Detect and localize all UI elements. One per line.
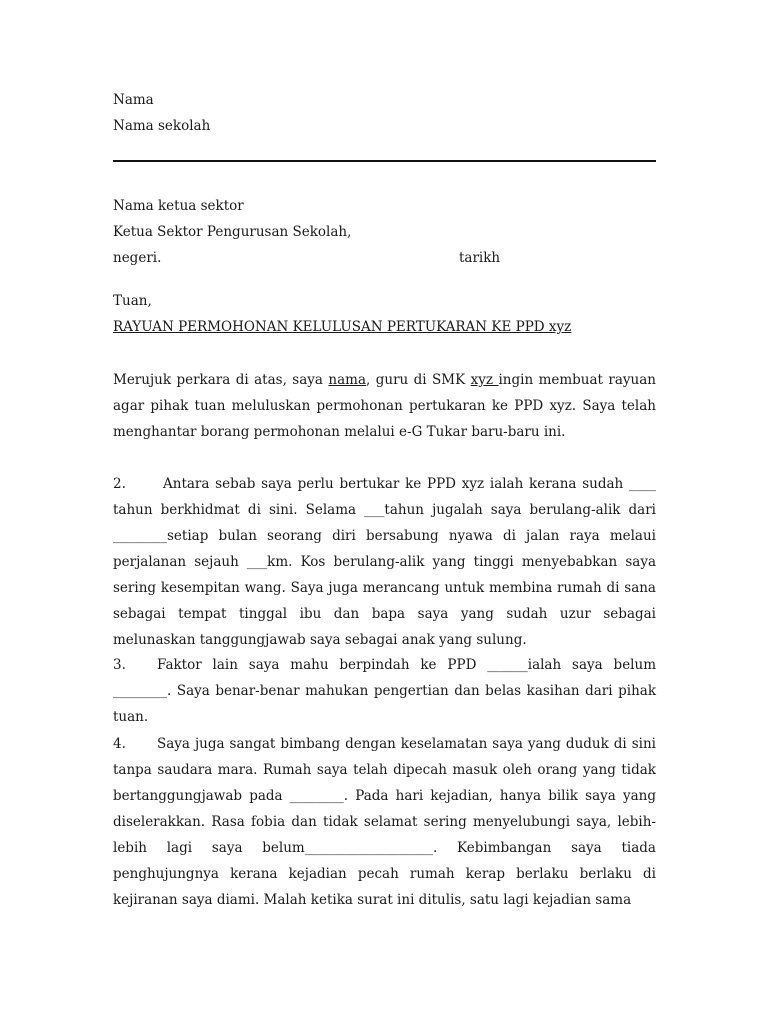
letter-date: tarikh — [459, 250, 501, 266]
paragraph-1-text-b: , guru di SMK — [366, 372, 471, 388]
paragraph-1-text-a: Merujuk perkara di atas, saya — [113, 372, 329, 388]
paragraph-3-number: 3. — [113, 657, 126, 673]
placeholder-xyz: xyz — [470, 372, 499, 388]
paragraph-4 — [113, 731, 656, 913]
letter-subject: RAYUAN PERMOHONAN KELULUSAN PERTUKARAN KE PPD xyz — [113, 319, 572, 335]
paragraph-2-number: 2. — [113, 476, 126, 492]
sender-school: Nama sekolah — [113, 118, 211, 134]
recipient-state: negeri. — [113, 250, 162, 266]
salutation: Tuan, — [113, 293, 152, 309]
paragraph-3 — [113, 652, 656, 730]
paragraph-1-text-c: ingin membuat rayuan agar pihak tuan meluluskan permohonan pertukaran ke PPD xyz. Saya telah menghantar borang permohonan melalui e-G Tukar baru-baru ini. — [113, 372, 656, 440]
placeholder-nama: nama — [328, 372, 366, 388]
sender-name: Nama — [113, 92, 154, 108]
header-divider — [113, 160, 656, 162]
paragraph-4-text: Saya juga sangat bimbang dengan keselamatan saya yang duduk di sini tanpa saudara mara. Rumah saya telah dipecah masuk oleh orang yang tidak bertanggungjawab pada ________. Pada hari kejadian, hanya bilik saya yang diselerakkan. Rasa fobia dan tidak selamat sering menyelubungi saya, lebih-lebih lagi saya belum___________________. Kebimbangan saya tiada penghujungnya kerana kejadian pecah rumah kerap berlaku berlaku di kejiranan saya diami. Malah ketika surat ini ditulis, satu lagi kejadian sama — [113, 736, 656, 908]
paragraph-2 — [113, 471, 656, 653]
recipient-title: Ketua Sektor Pengurusan Sekolah, — [113, 224, 352, 240]
paragraph-1 — [113, 367, 656, 445]
paragraph-3-text: Faktor lain saya mahu berpindah ke PPD ______ialah saya belum ________. Saya benar-benar mahukan pengertian dan belas kasihan dari pihak tuan. — [113, 657, 656, 725]
paragraph-2-text: Antara sebab saya perlu bertukar ke PPD xyz ialah kerana sudah ____ tahun berkhidmat di sini. Selama ___tahun jugalah saya berulang-alik dari ________setiap bulan seorang diri bersabung nyawa di jalan raya melaui perjalanan sejauh ___km. Kos berulang-alik yang tinggi menyebabkan saya sering kesempitan wang. Saya juga merancang untuk membina rumah di sana sebagai tempat tinggal ibu dan bapa saya yang sudah uzur sebagai melunaskan tanggungjawab saya sebagai anak yang sulung. — [113, 476, 656, 648]
recipient-name: Nama ketua sektor — [113, 198, 244, 214]
paragraph-4-number: 4. — [113, 736, 126, 752]
